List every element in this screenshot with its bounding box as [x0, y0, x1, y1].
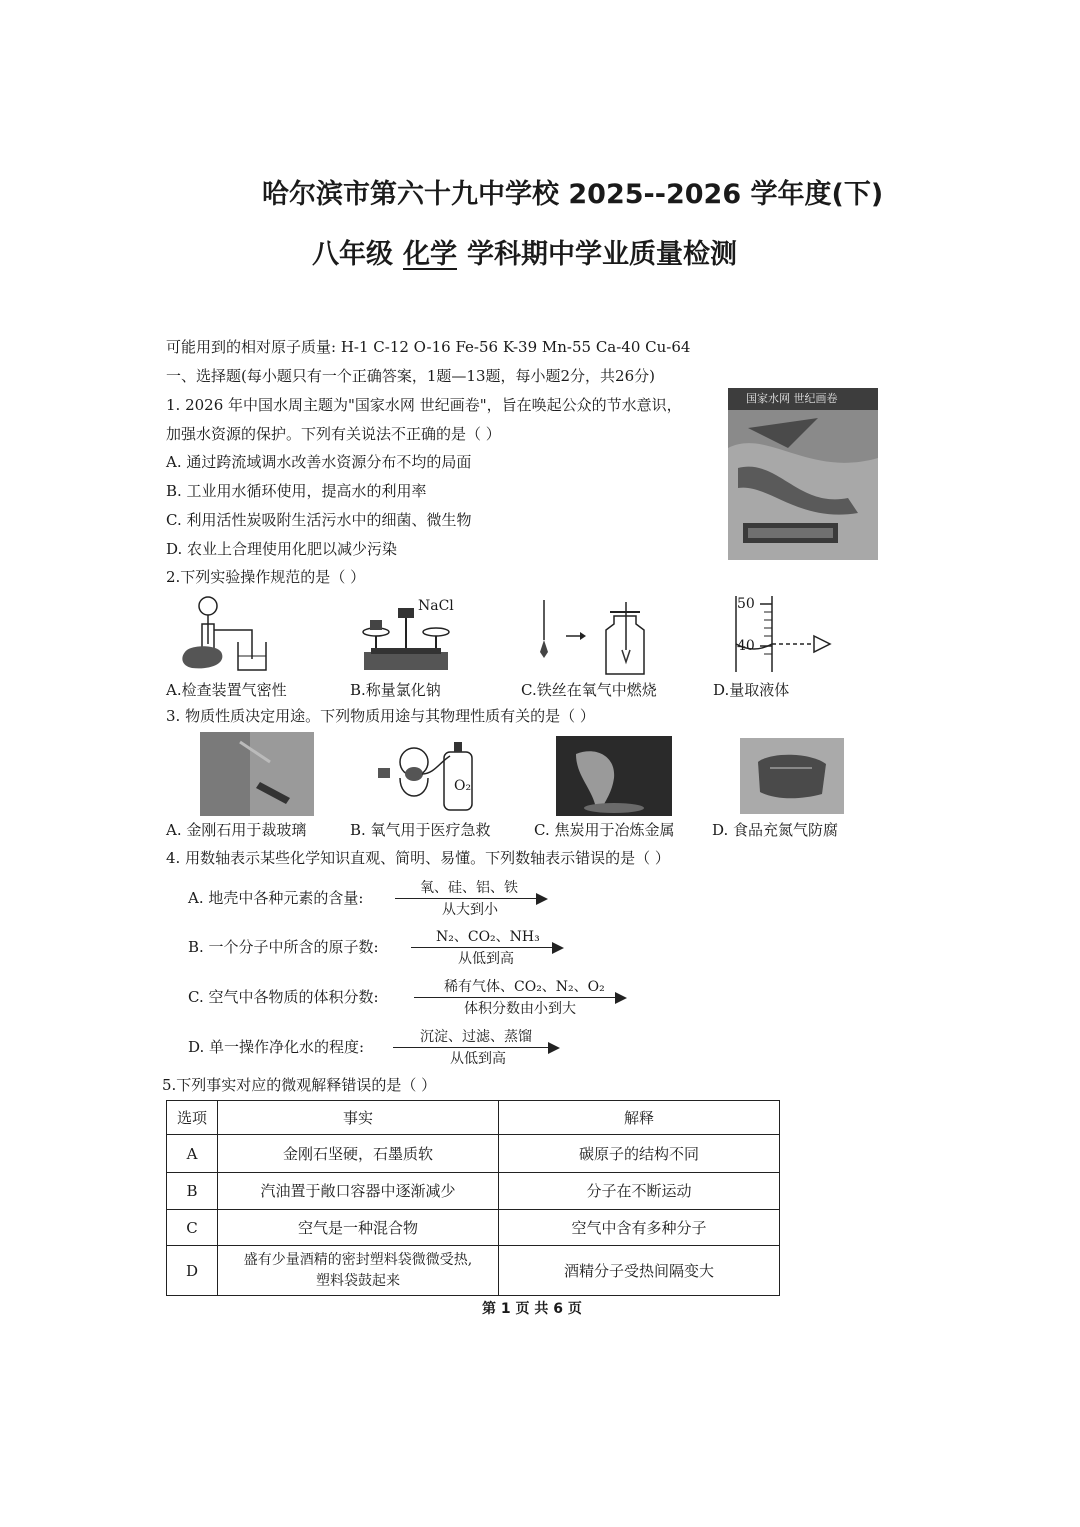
q4-item-d-above: 沉淀、过滤、蒸馏	[420, 1029, 532, 1045]
q4-item-c-label: C. 空气中各物质的体积分数:	[188, 988, 379, 1006]
poster-caption: 国家水网 世纪画卷	[746, 392, 838, 405]
airtightness-apparatus-icon	[180, 594, 280, 674]
nacl-label: NaCl	[418, 598, 454, 614]
atomic-masses: 可能用到的相对原子质量: H-1 C-12 O-16 Fe-56 K-39 Mn-55 Ca-40 Cu-64	[166, 338, 691, 356]
q4-item-a-axis	[395, 898, 538, 899]
q1-stem-line1: 1. 2026 年中国水周主题为"国家水网 世纪画卷"，旨在唤起公众的节水意识，	[166, 396, 682, 414]
row-explanation: 空气中含有多种分子	[499, 1210, 780, 1246]
q2-option-b: B.称量氯化钠	[350, 681, 441, 699]
row-fact: 空气是一种混合物	[218, 1210, 499, 1246]
row-fact: 金刚石坚硬，石墨质软	[218, 1135, 499, 1173]
table-row	[167, 1210, 780, 1246]
q2-option-c: C.铁丝在氧气中燃烧	[521, 681, 657, 699]
table-row	[167, 1135, 780, 1173]
q4-item-c-axis	[414, 997, 617, 998]
q4-item-d-label: D. 单一操作净化水的程度:	[188, 1038, 365, 1056]
cylinder-mark-50: 50	[737, 596, 755, 612]
exam-title: 哈尔滨市第六十九中学校 2025--2026 学年度(下)	[262, 179, 884, 210]
cylinder-mark-40: 40	[737, 638, 755, 654]
q4-item-a-arrow-icon	[536, 893, 548, 905]
q3-option-c: C. 焦炭用于冶炼金属	[534, 821, 675, 839]
oxygen-mask-image	[370, 732, 482, 816]
row-explanation: 分子在不断运动	[499, 1173, 780, 1210]
exam-subtitle	[312, 236, 737, 274]
row-fact-line1: 盛有少量酒精的密封塑料袋微微受热,	[243, 1251, 473, 1268]
q1-stem-line2: 加强水资源的保护。下列有关说法不正确的是（ ）	[166, 425, 501, 443]
header-explanation: 解释	[499, 1101, 780, 1135]
water-network-poster-image	[728, 388, 878, 560]
subtitle-grade: 八年级	[312, 239, 393, 270]
row-option: C	[167, 1210, 218, 1246]
section1-heading: 一、选择题(每小题只有一个正确答案，1题—13题，每小题2分，共26分)	[166, 367, 655, 385]
q1-option-b: B. 工业用水循环使用，提高水的利用率	[166, 482, 427, 500]
q2-option-d: D.量取液体	[713, 681, 790, 699]
row-fact-line2: 塑料袋鼓起来	[316, 1272, 400, 1289]
table-header-row	[167, 1101, 780, 1135]
q4-item-b-arrow-icon	[552, 942, 564, 954]
row-option: A	[167, 1135, 218, 1173]
q4-item-b-above: N₂、CO₂、NH₃	[436, 929, 540, 945]
q3-stem: 3. 物质性质决定用途。下列物质用途与其物理性质有关的是（ ）	[166, 707, 595, 725]
q4-item-d-below: 从低到高	[450, 1051, 506, 1067]
q1-option-a: A. 通过跨流域调水改善水资源分布不均的局面	[166, 453, 472, 471]
q4-item-c-arrow-icon	[615, 992, 627, 1004]
header-fact: 事实	[218, 1101, 499, 1135]
q5-table	[166, 1100, 780, 1296]
q3-option-a: A. 金刚石用于裁玻璃	[166, 821, 307, 839]
row-explanation: 酒精分子受热间隔变大	[499, 1246, 780, 1296]
q1-option-d: D. 农业上合理使用化肥以减少污染	[166, 540, 398, 558]
row-fact	[218, 1246, 499, 1296]
row-explanation: 碳原子的结构不同	[499, 1135, 780, 1173]
nitrogen-packed-food-image	[740, 738, 844, 814]
table-row	[167, 1173, 780, 1210]
row-fact: 汽油置于敞口容器中逐渐减少	[218, 1173, 499, 1210]
q4-item-a-below: 从大到小	[442, 902, 498, 918]
q4-item-c-above: 稀有气体、CO₂、N₂、O₂	[444, 979, 605, 995]
iron-wire-combustion-icon	[530, 596, 660, 676]
row-option: D	[167, 1246, 218, 1296]
row-option: B	[167, 1173, 218, 1210]
q4-item-b-axis	[411, 947, 554, 948]
q4-item-d-arrow-icon	[548, 1042, 560, 1054]
o2-label: O₂	[454, 778, 472, 794]
subtitle-rest: 学科期中学业质量检测	[467, 239, 737, 270]
q3-option-d: D. 食品充氮气防腐	[712, 821, 839, 839]
q5-stem: 5.下列事实对应的微观解释错误的是（ ）	[162, 1076, 437, 1094]
q4-item-b-label: B. 一个分子中所含的原子数:	[188, 938, 379, 956]
subtitle-subject: 化学	[403, 239, 457, 270]
q4-item-a-label: A. 地壳中各种元素的含量:	[188, 889, 364, 907]
q3-option-b: B. 氧气用于医疗急救	[350, 821, 491, 839]
q4-item-d-axis	[393, 1047, 550, 1048]
page-footer: 第 1 页 共 6 页	[482, 1301, 582, 1317]
q2-stem: 2.下列实验操作规范的是（ ）	[166, 568, 366, 586]
table-row	[167, 1246, 780, 1296]
header-option: 选项	[167, 1101, 218, 1135]
diamond-glass-cutter-image	[200, 732, 314, 816]
q1-option-c: C. 利用活性炭吸附生活污水中的细菌、微生物	[166, 511, 472, 529]
q2-option-a: A.检查装置气密性	[166, 681, 287, 699]
q4-item-b-below: 从低到高	[458, 951, 514, 967]
q4-item-a-above: 氧、硅、铝、铁	[420, 880, 518, 896]
coke-smelting-image	[556, 736, 672, 816]
q4-item-c-below: 体积分数由小到大	[464, 1001, 576, 1017]
q4-stem: 4. 用数轴表示某些化学知识直观、简明、易懂。下列数轴表示错误的是（ ）	[166, 849, 670, 867]
